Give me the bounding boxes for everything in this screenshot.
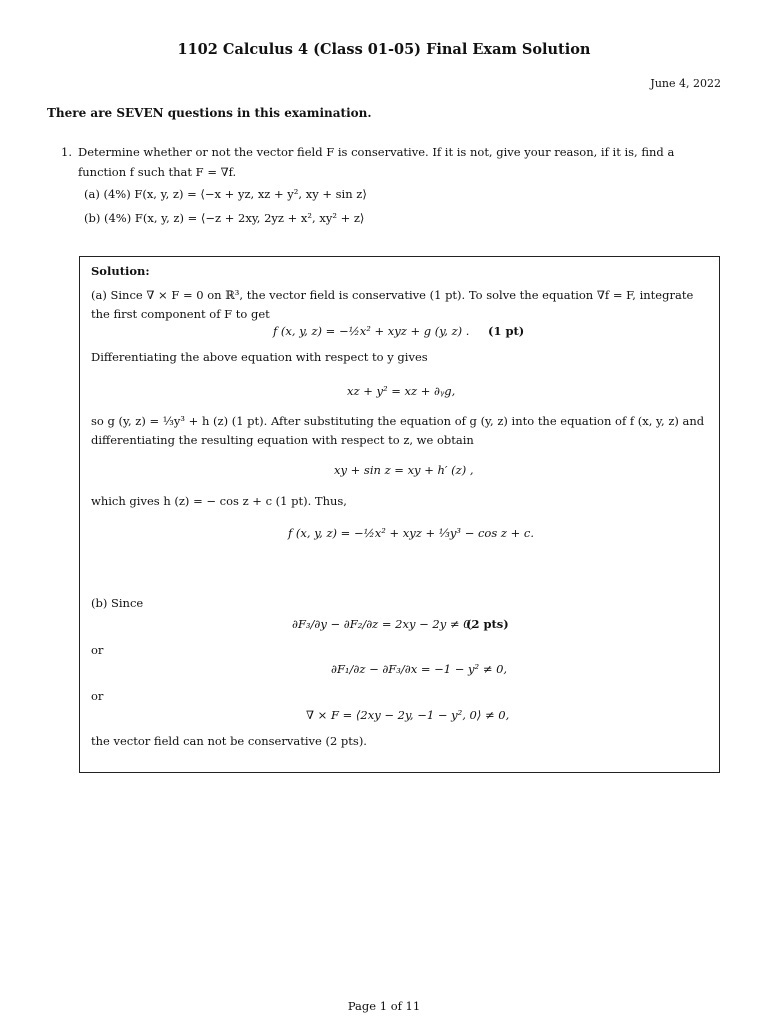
solution-b-equation-1-points: (2 pts) — [466, 617, 509, 631]
question-part-b: (b) (4%) F(x, y, z) = ⟨−z + 2xy, 2yz + x², xy² + z⟩ — [84, 211, 365, 225]
solution-heading: Solution: — [91, 264, 150, 278]
solution-b-equation-2: ∂F₁/∂z − ∂F₃/∂x = −1 − y² ≠ 0, — [331, 662, 508, 676]
solution-a-equation-2: xz + y² = xz + ∂ᵧg, — [347, 384, 456, 398]
page-number: Page 1 of 11 — [347, 999, 421, 1013]
question-number: 1. — [61, 145, 72, 159]
solution-a-paragraph-3: so g (y, z) = ⅓y³ + h (z) (1 pt). After substituting the equation of g (y, z) into the equation of f (x, y, z) and differentiating the resulting equation with respect to z, we obtain — [91, 414, 705, 447]
solution-a-equation-1: f (x, y, z) = −½x² + xyz + g (y, z) . — [273, 324, 470, 338]
solution-a-equation-3: xy + sin z = xy + h′ (z) , — [334, 463, 474, 477]
solution-b-since: (b) Since — [91, 596, 144, 610]
question-text: Determine whether or not the vector field F is conservative. If it is not, give your reason, if it is, find a function f such that F = ∇f. — [78, 145, 675, 179]
question-1 — [61, 142, 721, 182]
solution-a-equation-1-points: (1 pt) — [488, 324, 525, 338]
exam-date: June 4, 2022 — [650, 77, 721, 90]
solution-b-conclusion: the vector field can not be conservative (2 pts). — [91, 734, 367, 748]
solution-b-equation-1: ∂F₃/∂y − ∂F₂/∂z = 2xy − 2y ≠ 0, — [292, 617, 475, 631]
solution-a-paragraph-1: (a) Since ∇ × F = 0 on ℝ³, the vector field is conservative (1 pt). To solve the equation ∇f = F, integrate the first component of F to get — [91, 288, 694, 321]
question-count-notice: There are SEVEN questions in this examination. — [47, 106, 372, 120]
solution-a-paragraph-4: which gives h (z) = − cos z + c (1 pt). Thus, — [91, 494, 347, 508]
or-text-2: or — [91, 689, 104, 703]
page-title: 1102 Calculus 4 (Class 01-05) Final Exam Solution — [177, 41, 591, 58]
question-part-a: (a) (4%) F(x, y, z) = ⟨−x + yz, xz + y², xy + sin z⟩ — [84, 187, 367, 201]
or-text-1: or — [91, 643, 104, 657]
solution-b-equation-3: ∇ × F = ⟨2xy − 2y, −1 − y², 0⟩ ≠ 0, — [306, 708, 510, 722]
solution-a-paragraph-2: Differentiating the above equation with respect to y gives — [91, 350, 428, 364]
solution-a-equation-4: f (x, y, z) = −½x² + xyz + ⅓y³ − cos z + c. — [288, 526, 535, 540]
